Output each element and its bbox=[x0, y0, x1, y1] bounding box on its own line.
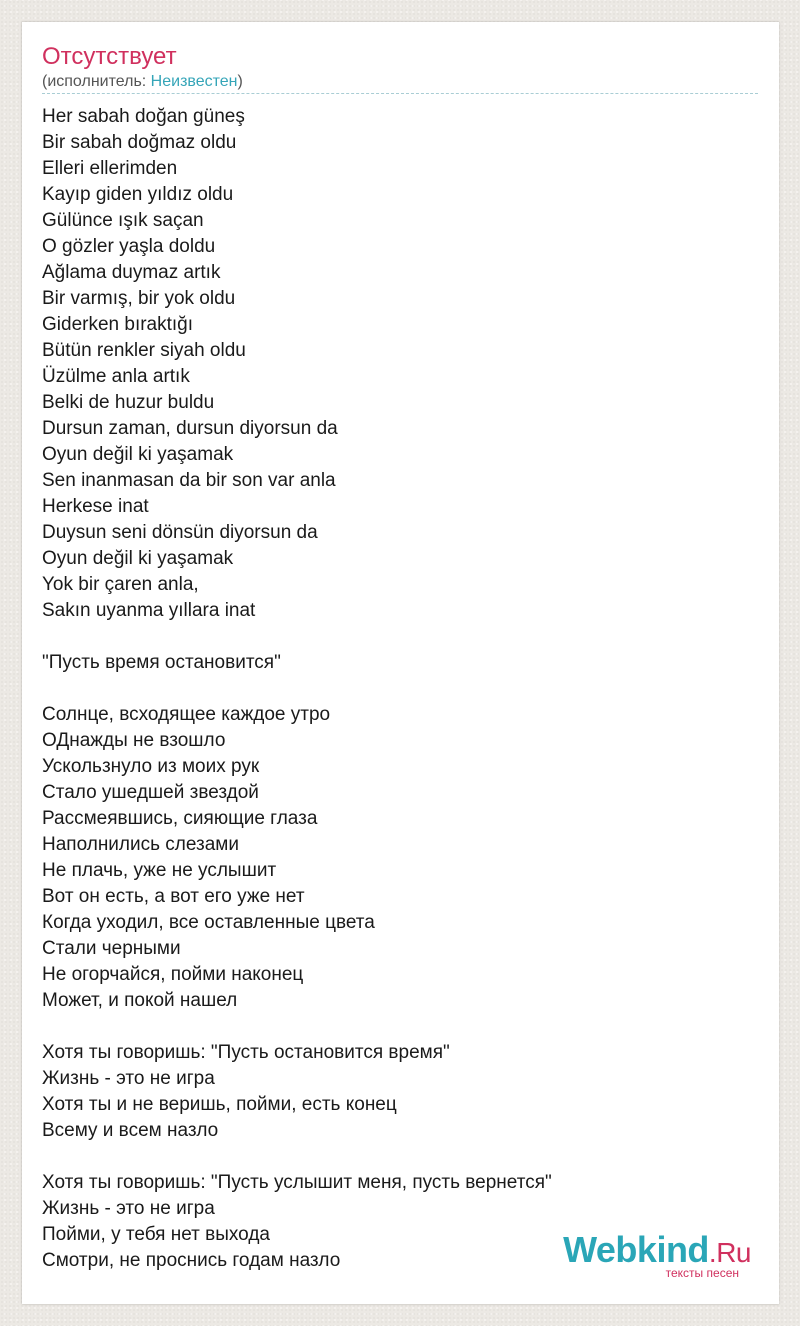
lyric-spacer bbox=[42, 1144, 758, 1170]
lyric-line: Стали черными bbox=[42, 938, 181, 959]
lyric-line: Bir varmış, bir yok oldu bbox=[42, 288, 236, 309]
title-divider bbox=[42, 93, 758, 94]
lyric-spacer bbox=[42, 624, 758, 650]
lyric-line: ОДнажды не взошло bbox=[42, 730, 226, 751]
lyric-line: Хотя ты говоришь: "Пусть услышит меня, пусть вернется" bbox=[42, 1172, 552, 1193]
lyric-line: Oyun değil ki yaşamak bbox=[42, 548, 234, 569]
lyric-line: Наполнились слезами bbox=[42, 834, 239, 855]
lyric-line: Her sabah doğan güneş bbox=[42, 106, 245, 127]
lyric-line: Yok bir çaren anla, bbox=[42, 574, 199, 595]
lyric-line: Gülünce ışık saçan bbox=[42, 210, 204, 231]
lyric-line: Солнце, всходящее каждое утро bbox=[42, 704, 331, 725]
lyric-line: Üzülme anla artık bbox=[42, 366, 190, 387]
lyric-line: Смотри, не проснись годам назло bbox=[42, 1250, 341, 1271]
logo-name: Webkind bbox=[563, 1229, 709, 1270]
lyric-line: Oyun değil ki yaşamak bbox=[42, 444, 234, 465]
logo-tagline: тексты песен bbox=[665, 1266, 739, 1280]
lyric-line: Kayıp giden yıldız oldu bbox=[42, 184, 234, 205]
artist-line bbox=[42, 72, 243, 92]
lyric-line: Herkese inat bbox=[42, 496, 149, 517]
site-logo[interactable] bbox=[551, 1230, 751, 1280]
lyric-line: Хотя ты говоришь: "Пусть остановится время" bbox=[42, 1042, 450, 1063]
lyric-line: Не плачь, уже не услышит bbox=[42, 860, 277, 881]
lyric-line: Хотя ты и не веришь, пойми, есть конец bbox=[42, 1094, 397, 1115]
lyric-line: Всему и всем назло bbox=[42, 1120, 219, 1141]
artist-link[interactable]: Неизвестен bbox=[150, 73, 238, 90]
lyric-line: Жизнь - это не игра bbox=[42, 1068, 215, 1089]
artist-suffix: ) bbox=[237, 73, 243, 90]
lyric-line: Жизнь - это не игра bbox=[42, 1198, 215, 1219]
lyric-line: "Пусть время остановится" bbox=[42, 652, 281, 673]
lyric-line: Belki de huzur buldu bbox=[42, 392, 215, 413]
lyric-line: Sen inanmasan da bir son var anla bbox=[42, 470, 336, 491]
lyric-line: Giderken bıraktığı bbox=[42, 314, 194, 335]
lyric-line: Когда уходил, все оставленные цвета bbox=[42, 912, 375, 933]
lyrics-body bbox=[42, 104, 758, 1274]
lyric-line: Bütün renkler siyah oldu bbox=[42, 340, 246, 361]
lyric-line: Может, и покой нашел bbox=[42, 990, 238, 1011]
lyric-line: Ağlama duymaz artık bbox=[42, 262, 221, 283]
lyric-line: Пойми, у тебя нет выхода bbox=[42, 1224, 270, 1245]
lyric-line: Ускользнуло из моих рук bbox=[42, 756, 260, 777]
lyric-line: Bir sabah doğmaz oldu bbox=[42, 132, 237, 153]
lyrics-card bbox=[22, 22, 779, 1304]
lyric-line: Рассмеявшись, сияющие глаза bbox=[42, 808, 318, 829]
lyric-spacer bbox=[42, 676, 758, 702]
lyric-line: Dursun zaman, dursun diyorsun da bbox=[42, 418, 338, 439]
lyric-line: O gözler yaşla doldu bbox=[42, 236, 216, 257]
lyric-line: Не огорчайся, пойми наконец bbox=[42, 964, 304, 985]
lyric-spacer bbox=[42, 1014, 758, 1040]
logo-tld: .Ru bbox=[708, 1237, 751, 1268]
lyric-line: Вот он есть, а вот его уже нет bbox=[42, 886, 305, 907]
lyric-line: Sakın uyanma yıllara inat bbox=[42, 600, 256, 621]
lyric-line: Elleri ellerimden bbox=[42, 158, 178, 179]
artist-prefix: (исполнитель: bbox=[42, 73, 151, 90]
lyric-line: Duysun seni dönsün diyorsun da bbox=[42, 522, 318, 543]
lyric-line: Стало ушедшей звездой bbox=[42, 782, 259, 803]
song-title: Отсутствует bbox=[42, 43, 177, 70]
